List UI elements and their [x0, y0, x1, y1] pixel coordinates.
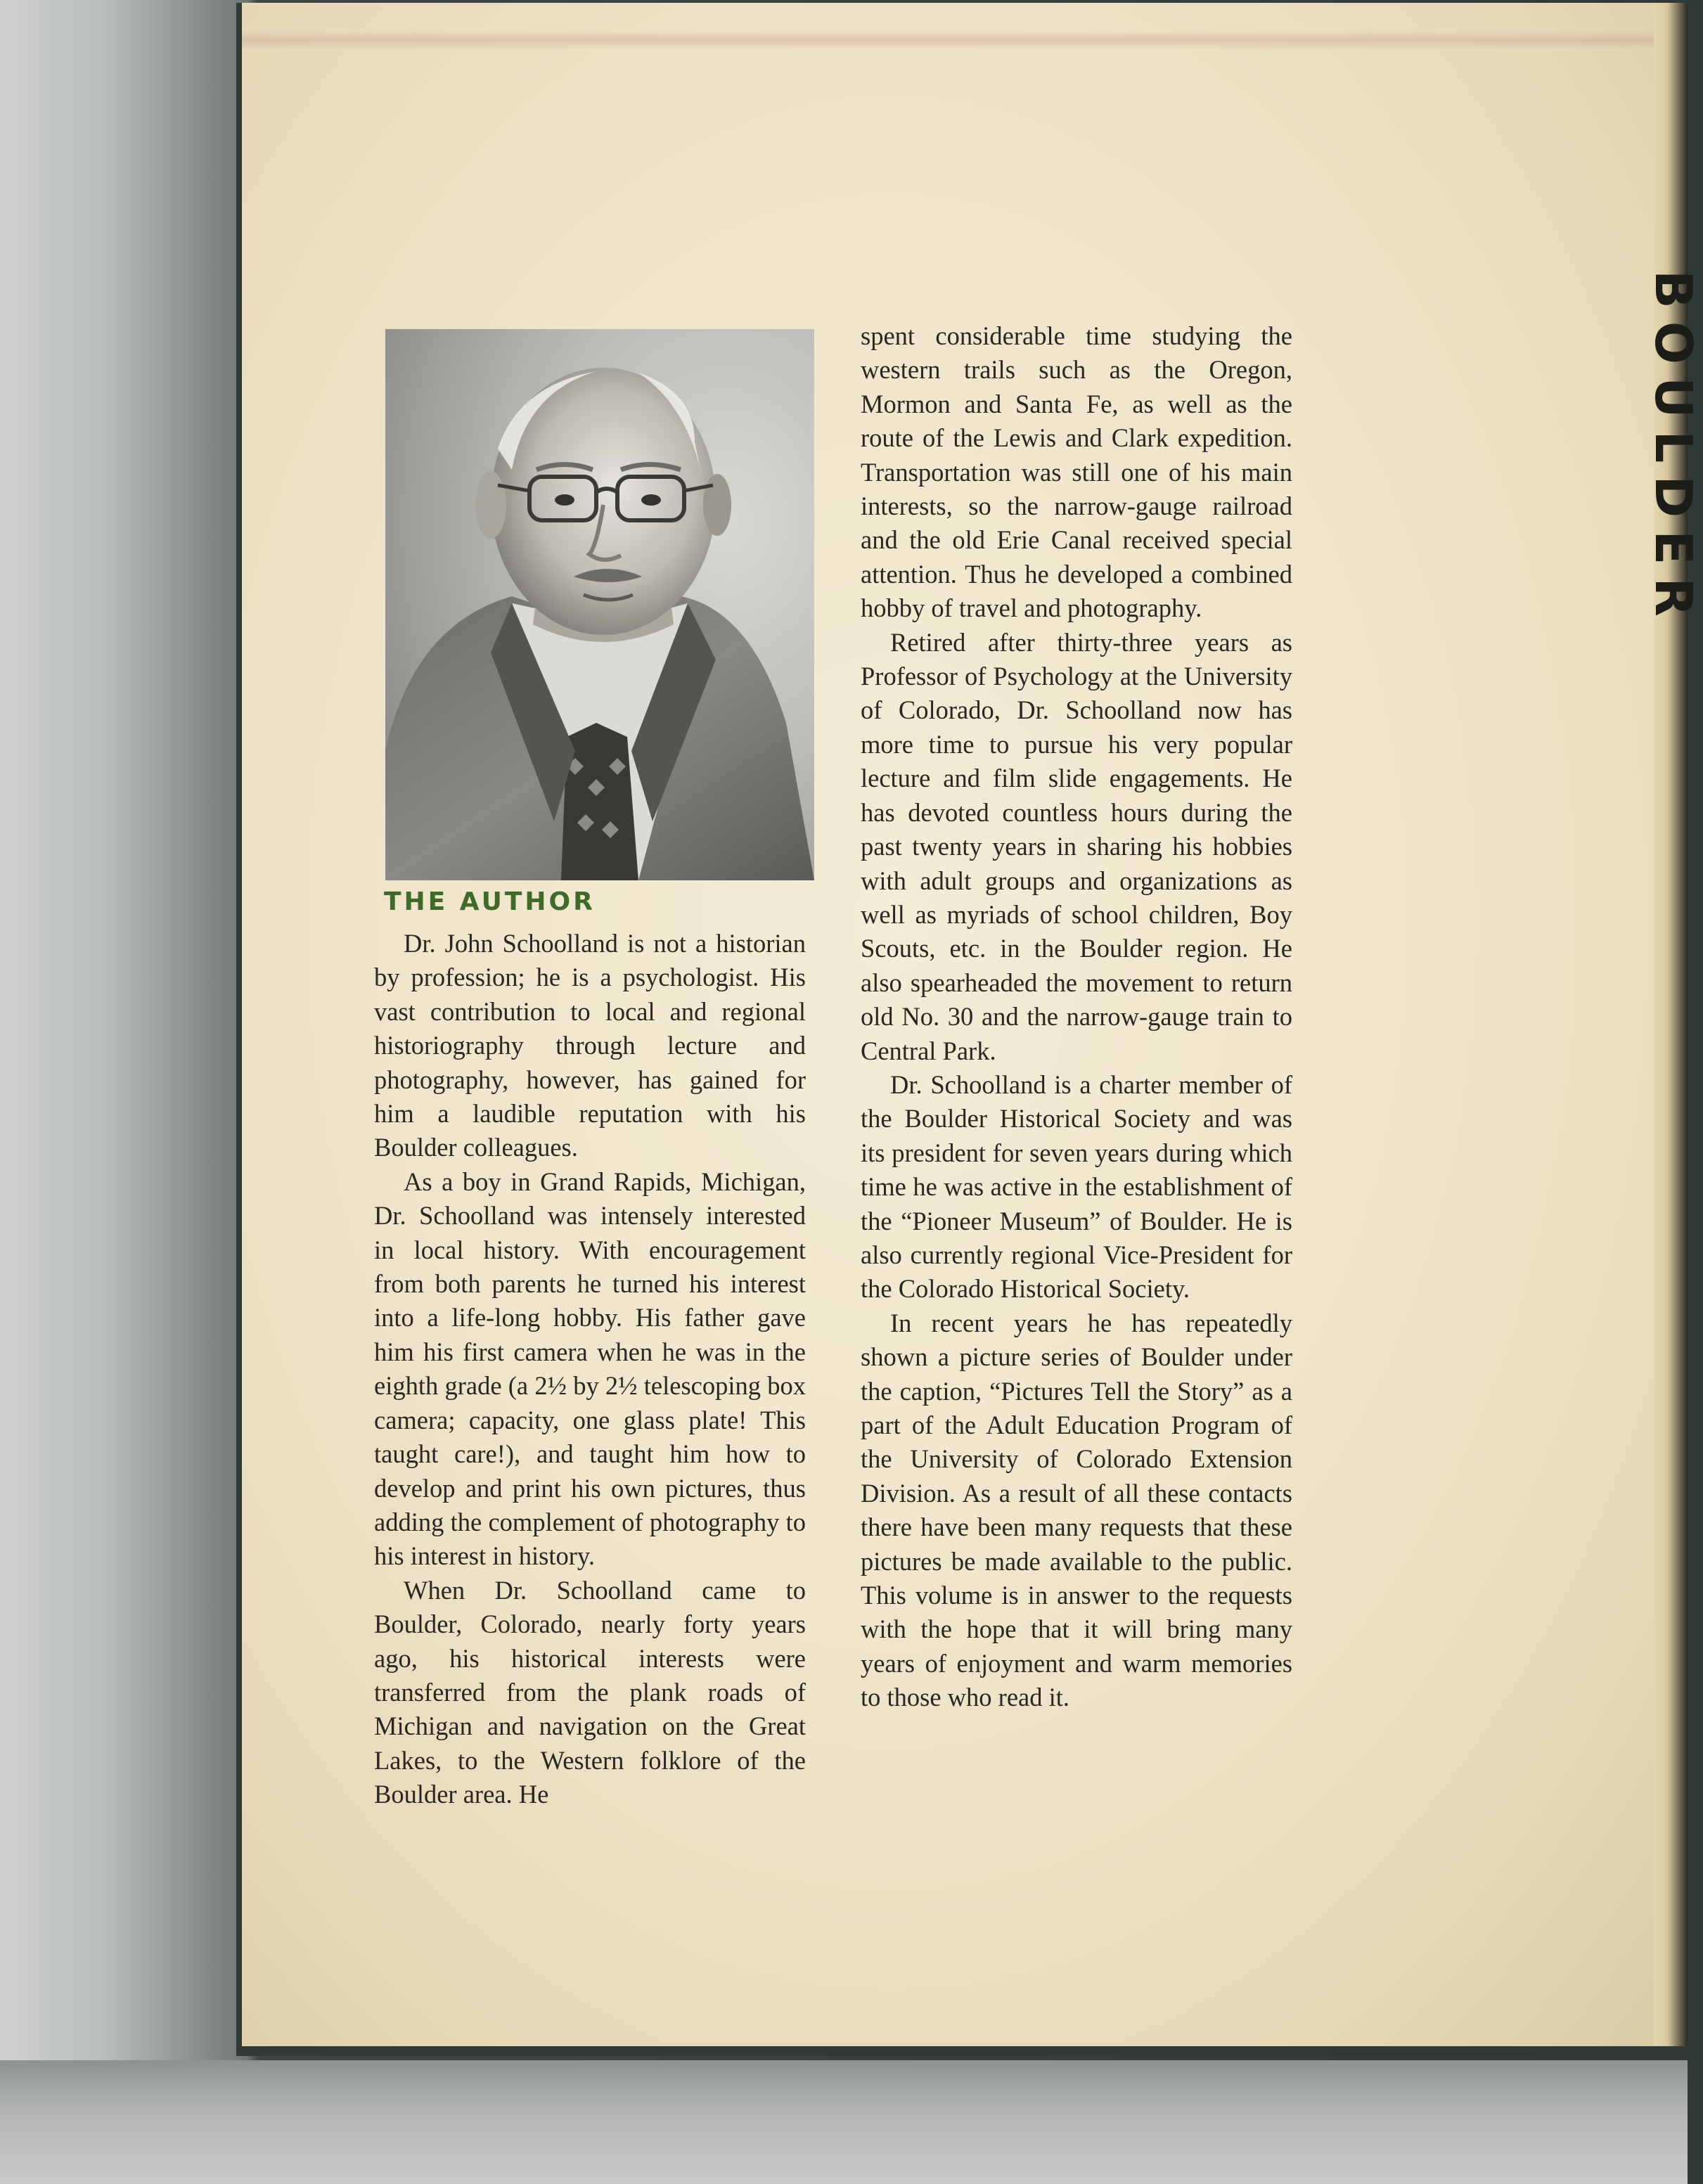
paragraph: Retired after thirty-three years as Professor of Psychology at the University of Colorado, Dr. Schoolland now has more time to pursue his very popular lecture and film slide engagements. He has devoted countless hours during the past twenty years in sharing his hobbies with adult groups and organizations as well as myriads of school children, Boy Scouts, etc. in the Boulder region. He also spearheaded the movement to return old No. 30 and the narrow-gauge train to Central Park. — [861, 627, 1292, 1065]
spine-title: BOULDER — [1644, 270, 1703, 629]
text-column-right — [861, 319, 1292, 1715]
text-column-left — [374, 927, 806, 1812]
paragraph: In recent years he has repeatedly shown a picture series of Boulder under the caption, “Pictures Tell the Story” as a part of the Adult Education Program of the University of Colorado Extension Division. As a result of all these contacts there have been many requests that these pictures be made available to the public. This volume is in answer to the requests with the hope that it will bring many years of enjoyment and warm memories to those who read it. — [861, 1308, 1292, 1712]
book-spine — [1644, 3, 1703, 2046]
paragraph: When Dr. Schoolland came to Boulder, Colorado, nearly forty years ago, his historical interests were transferred from the plank roads of Michigan and navigation on the Great Lakes, to the Western folklore of the Boulder area. He — [374, 1575, 806, 1809]
paragraph: Dr. John Schoolland is not a historian by profession; he is a psychologist. His vast contribution to local and regional historiography through lecture and photography, however, has gained for him a laudible reputation with his Boulder colleagues. — [374, 929, 806, 1162]
background-shadow — [0, 2060, 1688, 2184]
paragraph: Dr. Schoolland is a charter member of the Boulder Historical Society and was its president for seven years during which time he was active in the establishment of the “Pioneer Museum” of Boulder. He is also currently regional Vice-President for the Colorado Historical Society. — [861, 1069, 1292, 1304]
jacket-top-fold — [242, 31, 1688, 49]
section-heading-the-author: THE AUTHOR — [384, 887, 596, 916]
paragraph: As a boy in Grand Rapids, Michigan, Dr. Schoolland was intensely interested in local history. With encouragement from both parents he turned his interest into a life-long hobby. His father gave him his first camera when he was in the eighth grade (a 2½ by 2½ telescoping box camera; capacity, one glass plate! This taught care!), and taught him how to develop and print his own pictures, thus adding the complement of photography to his interest in history. — [374, 1167, 806, 1571]
author-photo — [385, 329, 814, 880]
paragraph: spent considerable time studying the western trails such as the Oregon, Mormon and Santa Fe, as well as the route of the Lewis and Clark expedition. Transportation was still one of his main interests, so the narrow-gauge railroad and the old Erie Canal received special attention. Thus he developed a combined hobby of travel and photography. — [861, 321, 1292, 623]
author-portrait-image — [385, 329, 814, 880]
